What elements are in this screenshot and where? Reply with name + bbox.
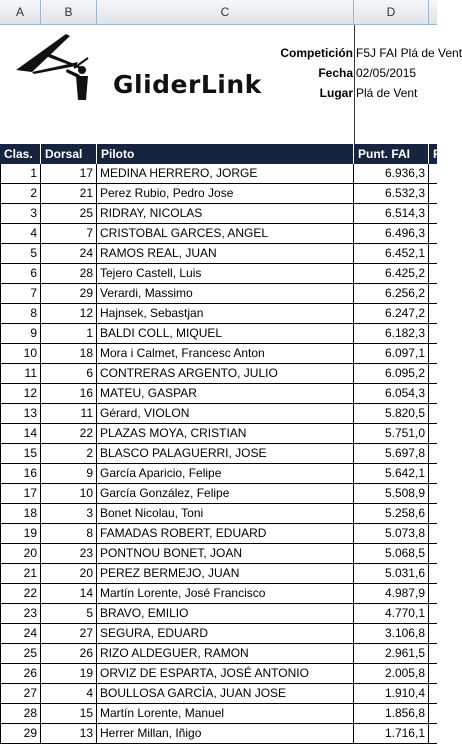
cell-dorsal[interactable]: 10 <box>41 484 97 503</box>
cell-puntos[interactable]: 5.068,5 <box>354 544 429 563</box>
column-header-bar <box>0 0 437 25</box>
cell-clas[interactable]: 18 <box>0 504 41 523</box>
cell-dorsal[interactable]: 24 <box>41 244 97 263</box>
table-row <box>0 624 437 644</box>
cell-piloto[interactable]: Mora i Calmet, Francesc Anton <box>97 344 354 363</box>
cell-clas[interactable]: 3 <box>0 204 41 223</box>
table-row <box>0 484 437 504</box>
cell-piloto[interactable]: CONTRERAS ARGENTO, JULIO <box>97 364 354 383</box>
cell-puntos[interactable]: 1.716,1 <box>354 724 429 743</box>
cell-extra[interactable] <box>429 424 437 443</box>
cell-dorsal[interactable]: 1 <box>41 324 97 343</box>
cell-clas[interactable]: 28 <box>0 704 41 723</box>
cell-piloto[interactable]: Tejero Castell, Luis <box>97 264 354 283</box>
cell-extra[interactable] <box>429 564 437 583</box>
cell-piloto[interactable]: Bonet Nicolau, Toni <box>97 504 354 523</box>
cell-dorsal[interactable]: 17 <box>41 164 97 183</box>
info-competicion <box>0 43 462 63</box>
table-row <box>0 544 437 564</box>
cell-dorsal[interactable]: 15 <box>41 704 97 723</box>
cell-extra[interactable] <box>429 244 437 263</box>
cell-dorsal[interactable]: 19 <box>41 664 97 683</box>
cell-piloto[interactable]: Gérard, VIOLON <box>97 404 354 423</box>
cell-extra[interactable] <box>429 724 437 743</box>
cell-puntos[interactable]: 6.936,3 <box>354 164 429 183</box>
cell-clas[interactable]: 13 <box>0 404 41 423</box>
cell-clas[interactable]: 9 <box>0 324 41 343</box>
table-row <box>0 684 437 704</box>
cell-dorsal[interactable]: 29 <box>41 284 97 303</box>
cell-extra[interactable] <box>429 324 437 343</box>
table-row <box>0 444 437 464</box>
cell-piloto[interactable]: MATEU, GASPAR <box>97 384 354 403</box>
cell-puntos[interactable]: 6.054,3 <box>354 384 429 403</box>
table-row <box>0 464 437 484</box>
cell-dorsal[interactable]: 21 <box>41 184 97 203</box>
cell-clas[interactable]: 20 <box>0 544 41 563</box>
column-header-a[interactable]: A <box>0 0 41 24</box>
cell-puntos[interactable]: 4.770,1 <box>354 604 429 623</box>
column-header-e[interactable] <box>429 0 437 24</box>
cell-dorsal[interactable]: 25 <box>41 204 97 223</box>
cell-clas[interactable]: 12 <box>0 384 41 403</box>
cell-clas[interactable]: 19 <box>0 524 41 543</box>
cell-clas[interactable]: 14 <box>0 424 41 443</box>
cell-extra[interactable] <box>429 404 437 423</box>
info-value[interactable]: F5J FAI Plá de Vent <box>356 46 462 60</box>
table-row <box>0 344 437 364</box>
cell-puntos[interactable]: 6.496,3 <box>354 224 429 243</box>
cell-extra[interactable] <box>429 664 437 683</box>
cell-clas[interactable]: 6 <box>0 264 41 283</box>
table-row <box>0 304 437 324</box>
cell-clas[interactable]: 4 <box>0 224 41 243</box>
cell-puntos[interactable]: 6.514,3 <box>354 204 429 223</box>
info-label: Lugar <box>319 86 353 100</box>
table-row <box>0 164 437 184</box>
cell-extra[interactable] <box>429 464 437 483</box>
cell-puntos[interactable]: 3.106,8 <box>354 624 429 643</box>
cell-dorsal[interactable]: 27 <box>41 624 97 643</box>
cell-extra[interactable] <box>429 444 437 463</box>
table-row <box>0 184 437 204</box>
table-row <box>0 724 437 744</box>
cell-piloto[interactable]: FAMADAS ROBERT, EDUARD <box>97 524 354 543</box>
cell-puntos[interactable]: 6.452,1 <box>354 244 429 263</box>
cell-extra[interactable] <box>429 344 437 363</box>
cell-piloto[interactable]: Martín Lorente, José Francisco <box>97 584 354 603</box>
results-table <box>0 164 437 744</box>
table-row <box>0 424 437 444</box>
cell-piloto[interactable]: SEGURA, EDUARD <box>97 624 354 643</box>
cell-clas[interactable]: 25 <box>0 644 41 663</box>
cell-extra[interactable] <box>429 304 437 323</box>
cell-extra[interactable] <box>429 264 437 283</box>
cell-clas[interactable]: 17 <box>0 484 41 503</box>
cell-puntos[interactable]: 5.642,1 <box>354 464 429 483</box>
cell-extra[interactable] <box>429 524 437 543</box>
table-row <box>0 324 437 344</box>
header-extra[interactable]: P <box>433 147 442 161</box>
table-row <box>0 384 437 404</box>
table-row <box>0 644 437 664</box>
cell-dorsal[interactable]: 20 <box>41 564 97 583</box>
cell-extra[interactable] <box>429 704 437 723</box>
table-row <box>0 224 437 244</box>
cell-piloto[interactable]: PONTNOU BONET, JOAN <box>97 544 354 563</box>
cell-clas[interactable]: 26 <box>0 664 41 683</box>
table-row <box>0 244 437 264</box>
cell-extra[interactable] <box>429 164 437 183</box>
cell-dorsal[interactable]: 6 <box>41 364 97 383</box>
cell-clas[interactable]: 27 <box>0 684 41 703</box>
cell-puntos[interactable]: 5.258,6 <box>354 504 429 523</box>
header-piloto[interactable]: Piloto <box>97 144 354 164</box>
cell-puntos[interactable]: 5.073,8 <box>354 524 429 543</box>
cell-puntos[interactable]: 5.697,8 <box>354 444 429 463</box>
cell-clas[interactable]: 22 <box>0 584 41 603</box>
cell-extra[interactable] <box>429 284 437 303</box>
cell-puntos[interactable]: 2.961,5 <box>354 644 429 663</box>
cell-clas[interactable]: 23 <box>0 604 41 623</box>
cell-piloto[interactable]: RIZO ALDEGUER, RAMON <box>97 644 354 663</box>
cell-dorsal[interactable]: 18 <box>41 344 97 363</box>
cell-clas[interactable]: 21 <box>0 564 41 583</box>
info-label: Competición <box>280 46 353 60</box>
cell-puntos[interactable]: 6.532,3 <box>354 184 429 203</box>
cell-extra[interactable] <box>429 184 437 203</box>
cell-dorsal[interactable]: 14 <box>41 584 97 603</box>
cell-piloto[interactable]: García Aparicio, Felipe <box>97 464 354 483</box>
cell-extra[interactable] <box>429 384 437 403</box>
cell-puntos[interactable]: 1.910,4 <box>354 684 429 703</box>
cell-extra[interactable] <box>429 204 437 223</box>
cell-puntos[interactable]: 6.097,1 <box>354 344 429 363</box>
cell-puntos[interactable]: 6.256,2 <box>354 284 429 303</box>
table-header <box>0 144 442 164</box>
cell-puntos[interactable]: 6.095,2 <box>354 364 429 383</box>
cell-piloto[interactable]: RAMOS REAL, JUAN <box>97 244 354 263</box>
cell-dorsal[interactable]: 22 <box>41 424 97 443</box>
cell-clas[interactable]: 1 <box>0 164 41 183</box>
cell-dorsal[interactable]: 8 <box>41 524 97 543</box>
cell-puntos[interactable]: 5.820,5 <box>354 404 429 423</box>
cell-puntos[interactable]: 5.751,0 <box>354 424 429 443</box>
header-dorsal[interactable]: Dorsal <box>41 144 97 164</box>
cell-piloto[interactable]: PLAZAS MOYA, CRISTIAN <box>97 424 354 443</box>
cell-piloto[interactable]: Herrer Millan, Iñigo <box>97 724 354 743</box>
cell-extra[interactable] <box>429 604 437 623</box>
table-row <box>0 704 437 724</box>
cell-piloto[interactable]: Verardi, Massimo <box>97 284 354 303</box>
cell-piloto[interactable]: Martín Lorente, Manuel <box>97 704 354 723</box>
cell-clas[interactable]: 16 <box>0 464 41 483</box>
cell-clas[interactable]: 8 <box>0 304 41 323</box>
table-row <box>0 504 437 524</box>
column-header-b[interactable]: B <box>41 0 97 24</box>
info-fecha <box>0 63 437 83</box>
cell-clas[interactable]: 29 <box>0 724 41 743</box>
cell-clas[interactable]: 10 <box>0 344 41 363</box>
cell-clas[interactable]: 7 <box>0 284 41 303</box>
cell-dorsal[interactable]: 23 <box>41 544 97 563</box>
cell-extra[interactable] <box>429 544 437 563</box>
info-value[interactable]: Plá de Vent <box>356 86 418 100</box>
table-row <box>0 264 437 284</box>
info-label: Fecha <box>318 66 353 80</box>
cell-piloto[interactable]: RIDRAY, NICOLAS <box>97 204 354 223</box>
cell-puntos[interactable]: 6.247,2 <box>354 304 429 323</box>
cell-piloto[interactable]: MEDINA HERRERO, JORGE <box>97 164 354 183</box>
cell-dorsal[interactable]: 3 <box>41 504 97 523</box>
table-row <box>0 524 437 544</box>
cell-piloto[interactable]: CRISTOBAL GARCES, ANGEL <box>97 224 354 243</box>
cell-extra[interactable] <box>429 684 437 703</box>
cell-piloto[interactable]: PEREZ BERMEJO, JUAN <box>97 564 354 583</box>
cell-piloto[interactable]: Hajnsek, Sebastjan <box>97 304 354 323</box>
table-row <box>0 404 437 424</box>
cell-piloto[interactable]: ORVIZ DE ESPARTA, JOSÉ ANTONIO <box>97 664 354 683</box>
cell-dorsal[interactable]: 2 <box>41 444 97 463</box>
table-row <box>0 604 437 624</box>
cell-piloto[interactable]: BALDI COLL, MIQUEL <box>97 324 354 343</box>
cell-dorsal[interactable]: 28 <box>41 264 97 283</box>
cell-clas[interactable]: 11 <box>0 364 41 383</box>
header-clas[interactable]: Clas. <box>0 144 41 164</box>
cell-piloto[interactable]: García González, Felipe <box>97 484 354 503</box>
cell-puntos[interactable]: 6.182,3 <box>354 324 429 343</box>
cell-puntos[interactable]: 2.005,8 <box>354 664 429 683</box>
table-row <box>0 204 437 224</box>
cell-extra[interactable] <box>429 644 437 663</box>
logo-text: GliderLink <box>113 70 262 99</box>
cell-dorsal[interactable]: 9 <box>41 464 97 483</box>
cell-piloto[interactable]: BRAVO, EMILIO <box>97 604 354 623</box>
cell-dorsal[interactable]: 12 <box>41 304 97 323</box>
cell-extra[interactable] <box>429 484 437 503</box>
cell-dorsal[interactable]: 4 <box>41 684 97 703</box>
cell-piloto[interactable]: BLASCO PALAGUERRI, JOSE <box>97 444 354 463</box>
cell-clas[interactable]: 2 <box>0 184 41 203</box>
cell-extra[interactable] <box>429 224 437 243</box>
cell-dorsal[interactable]: 7 <box>41 224 97 243</box>
cell-clas[interactable]: 15 <box>0 444 41 463</box>
cell-piloto[interactable]: BOULLOSA GARCÌA, JUAN JOSE <box>97 684 354 703</box>
cell-clas[interactable]: 5 <box>0 244 41 263</box>
cell-piloto[interactable]: Perez Rubio, Pedro Jose <box>97 184 354 203</box>
cell-dorsal[interactable]: 13 <box>41 724 97 743</box>
column-header-d[interactable]: D <box>354 0 429 24</box>
info-value[interactable]: 02/05/2015 <box>356 66 417 80</box>
table-row <box>0 664 437 684</box>
info-lugar <box>0 83 437 103</box>
cell-puntos[interactable]: 1.856,8 <box>354 704 429 723</box>
cell-clas[interactable]: 24 <box>0 624 41 643</box>
column-header-c[interactable]: C <box>97 0 354 24</box>
cell-extra[interactable] <box>429 364 437 383</box>
cell-puntos[interactable]: 4.987,9 <box>354 584 429 603</box>
cell-dorsal[interactable]: 11 <box>41 404 97 423</box>
cell-puntos[interactable]: 5.031,6 <box>354 564 429 583</box>
cell-extra[interactable] <box>429 584 437 603</box>
cell-puntos[interactable]: 6.425,2 <box>354 264 429 283</box>
table-row <box>0 564 437 584</box>
table-row <box>0 584 437 604</box>
cell-extra[interactable] <box>429 504 437 523</box>
table-row <box>0 364 437 384</box>
cell-dorsal[interactable]: 5 <box>41 604 97 623</box>
cell-dorsal[interactable]: 26 <box>41 644 97 663</box>
table-row <box>0 284 437 304</box>
cell-dorsal[interactable]: 16 <box>41 384 97 403</box>
cell-puntos[interactable]: 5.508,9 <box>354 484 429 503</box>
header-puntos[interactable]: Punt. FAI <box>354 144 429 164</box>
cell-extra[interactable] <box>429 624 437 643</box>
